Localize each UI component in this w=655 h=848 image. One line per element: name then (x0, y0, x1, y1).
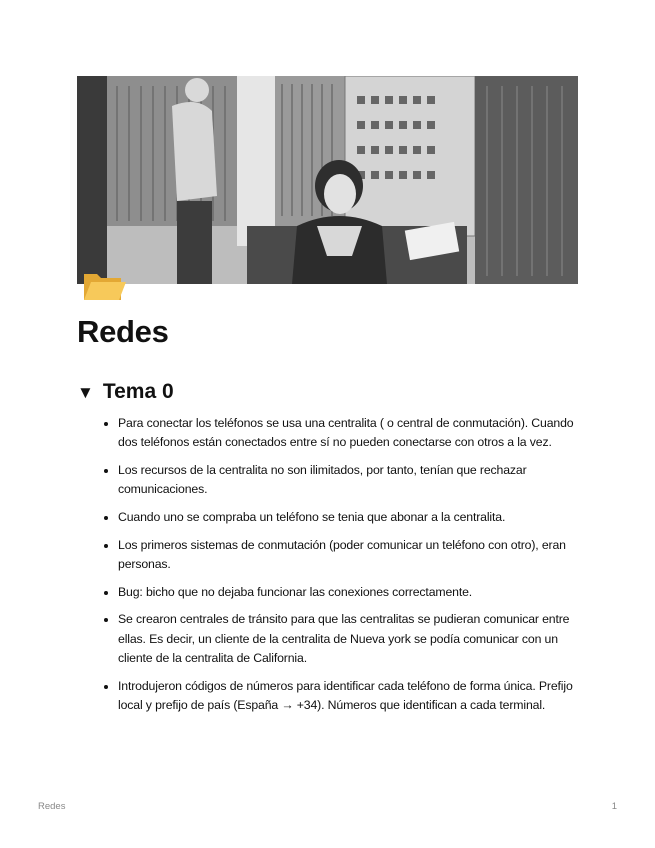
list-item (97, 461, 577, 500)
bullet-dot-icon (104, 544, 108, 548)
list-item (97, 414, 577, 453)
bullet-list (97, 414, 577, 724)
list-item-text: Los primeros sistemas de conmutación (poder comunicar un teléfono con otro), eran personas. (118, 537, 566, 571)
toggle-heading-tema-0[interactable] (77, 380, 174, 404)
bullet-dot-icon (104, 422, 108, 426)
list-item (97, 677, 577, 716)
list-item (97, 583, 577, 602)
bullet-dot-icon (104, 591, 108, 595)
cover-image (77, 76, 578, 284)
list-item-text: Introdujeron códigos de números para identificar cada teléfono de forma única. Prefijo local y prefijo de país (España → +34). Números que identifican a cada terminal. (118, 678, 573, 712)
folder-icon (81, 266, 127, 304)
bullet-dot-icon (104, 685, 108, 689)
section-heading-label: Tema 0 (102, 380, 174, 403)
bullet-dot-icon (104, 618, 108, 622)
list-item-text: Bug: bicho que no dejaba funcionar las conexiones correctamente. (118, 584, 473, 599)
toggle-triangle-icon[interactable]: ▼ (77, 382, 94, 402)
list-item (97, 508, 577, 527)
list-item-text: Para conectar los teléfonos se usa una centralita ( o central de conmutación). Cuando dos teléfonos están conectados entre sí no pueden conectarse con otros a la vez. (118, 416, 574, 450)
bullet-dot-icon (104, 516, 108, 520)
page-title: Redes (77, 314, 169, 349)
list-item (97, 536, 577, 575)
list-item (97, 610, 577, 668)
list-item-text: Los recursos de la centralita no son ilimitados, por tanto, tenían que rechazar comunicaciones. (118, 463, 527, 497)
list-item-text: Cuando uno se compraba un teléfono se tenia que abonar a la centralita. (118, 510, 506, 524)
list-item-text: Se crearon centrales de tránsito para que las centralitas se pudieran comunicar entre ellas. Es decir, un cliente de la centralita de Nueva york se podía comunicar con un cliente de la centralita de California. (118, 612, 570, 665)
page-number: 1 (611, 801, 617, 812)
bullet-dot-icon (104, 469, 108, 473)
footer-title: Redes (38, 801, 66, 812)
